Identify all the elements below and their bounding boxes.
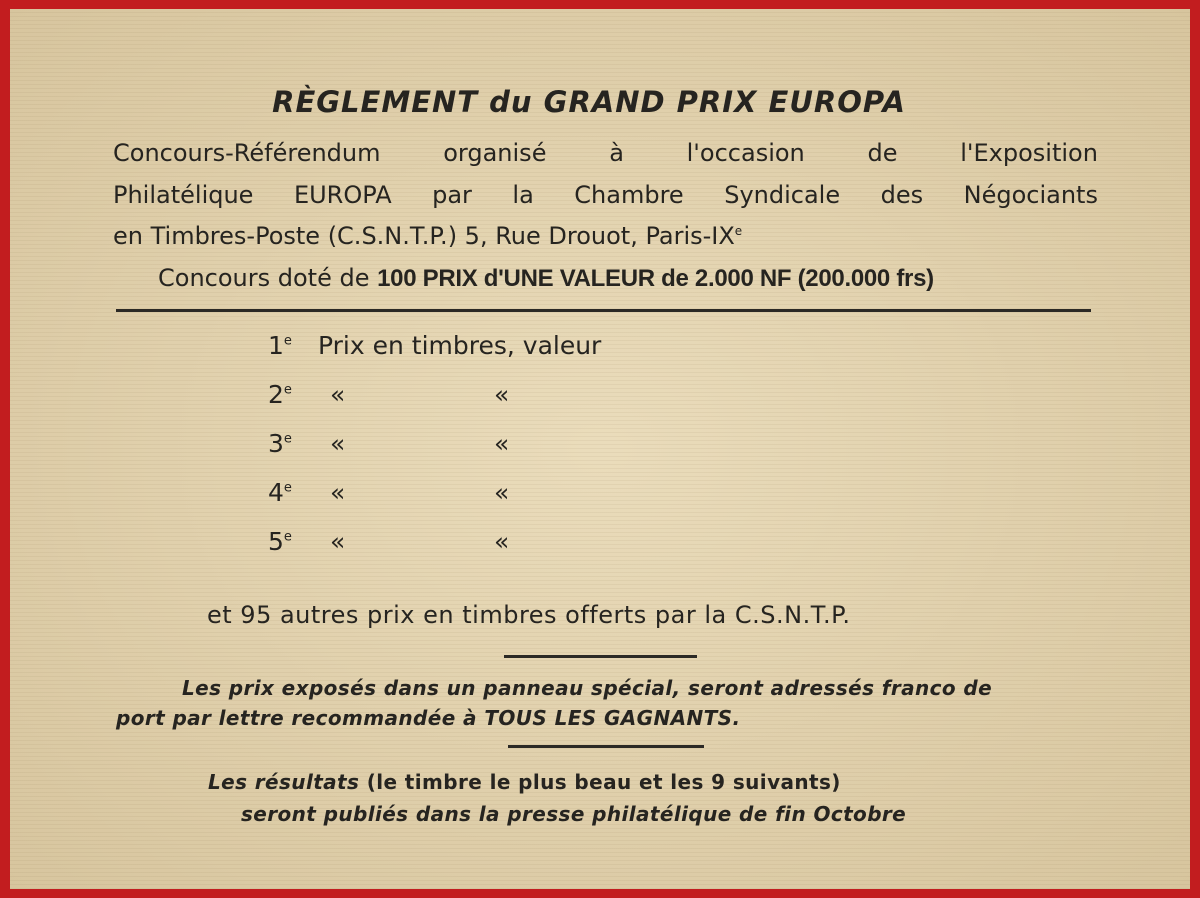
ditto-mark: « xyxy=(494,527,510,556)
prize-rank: 5e xyxy=(268,527,292,556)
intro-word: EUROPA xyxy=(293,181,392,209)
prize-total-value: 100 PRIX d'UNE VALEUR de 2.000 NF (200.000 frs) xyxy=(377,265,934,292)
prize-rank: 2e xyxy=(268,380,292,409)
intro-word: l'Exposition xyxy=(960,139,1098,167)
ditto-mark: « xyxy=(330,429,346,458)
ditto-mark: « xyxy=(494,380,510,409)
intro-word: des xyxy=(880,181,924,209)
intro-word: de xyxy=(867,139,898,167)
short-divider xyxy=(508,745,704,748)
prize-rank: 3e xyxy=(268,429,292,458)
prize-rank: 1e xyxy=(268,331,292,360)
exposition-line-2: port par lettre recommandée à TOUS LES GAGNANTS. xyxy=(116,706,741,730)
intro-word: la xyxy=(512,181,534,209)
prize-total-prefix: Concours doté de xyxy=(158,264,378,292)
exposition-line-1: Les prix exposés dans un panneau spécial, seront adressés franco de xyxy=(182,676,993,700)
ditto-mark: « xyxy=(494,478,510,507)
intro-line-2 xyxy=(113,181,1098,209)
address-text: en Timbres-Poste (C.S.N.T.P.) 5, Rue Drouot, Paris-IX xyxy=(113,222,735,250)
intro-word: Philatélique xyxy=(113,181,254,209)
prize-description: Prix en timbres, valeur xyxy=(318,331,602,360)
document-title: RÈGLEMENT du GRAND PRIX EUROPA xyxy=(272,85,906,119)
intro-word: Syndicale xyxy=(724,181,841,209)
intro-line-4 xyxy=(158,264,934,293)
intro-word: l'occasion xyxy=(686,139,805,167)
results-line-1 xyxy=(208,770,841,794)
intro-word: organisé xyxy=(443,139,547,167)
ditto-mark: « xyxy=(330,527,346,556)
results-label: Les résultats xyxy=(208,770,367,794)
results-line-2: seront publiés dans la presse philatélique de fin Octobre xyxy=(241,802,907,826)
intro-word: Négociants xyxy=(963,181,1098,209)
card xyxy=(10,9,1190,889)
results-detail: (le timbre le plus beau et les 9 suivants) xyxy=(366,770,841,794)
intro-word: Concours-Référendum xyxy=(113,139,381,167)
short-divider xyxy=(504,655,697,658)
divider-rule xyxy=(116,309,1091,312)
intro-line-3 xyxy=(113,222,742,250)
intro-word: par xyxy=(432,181,472,209)
prize-rank: 4e xyxy=(268,478,292,507)
address-sup: e xyxy=(734,224,743,238)
ditto-mark: « xyxy=(494,429,510,458)
intro-word: à xyxy=(609,139,624,167)
other-prizes-text: et 95 autres prix en timbres offerts par la C.S.N.T.P. xyxy=(207,601,851,629)
ditto-mark: « xyxy=(330,478,346,507)
intro-line-1 xyxy=(113,139,1098,167)
intro-word: Chambre xyxy=(574,181,684,209)
ditto-mark: « xyxy=(330,380,346,409)
